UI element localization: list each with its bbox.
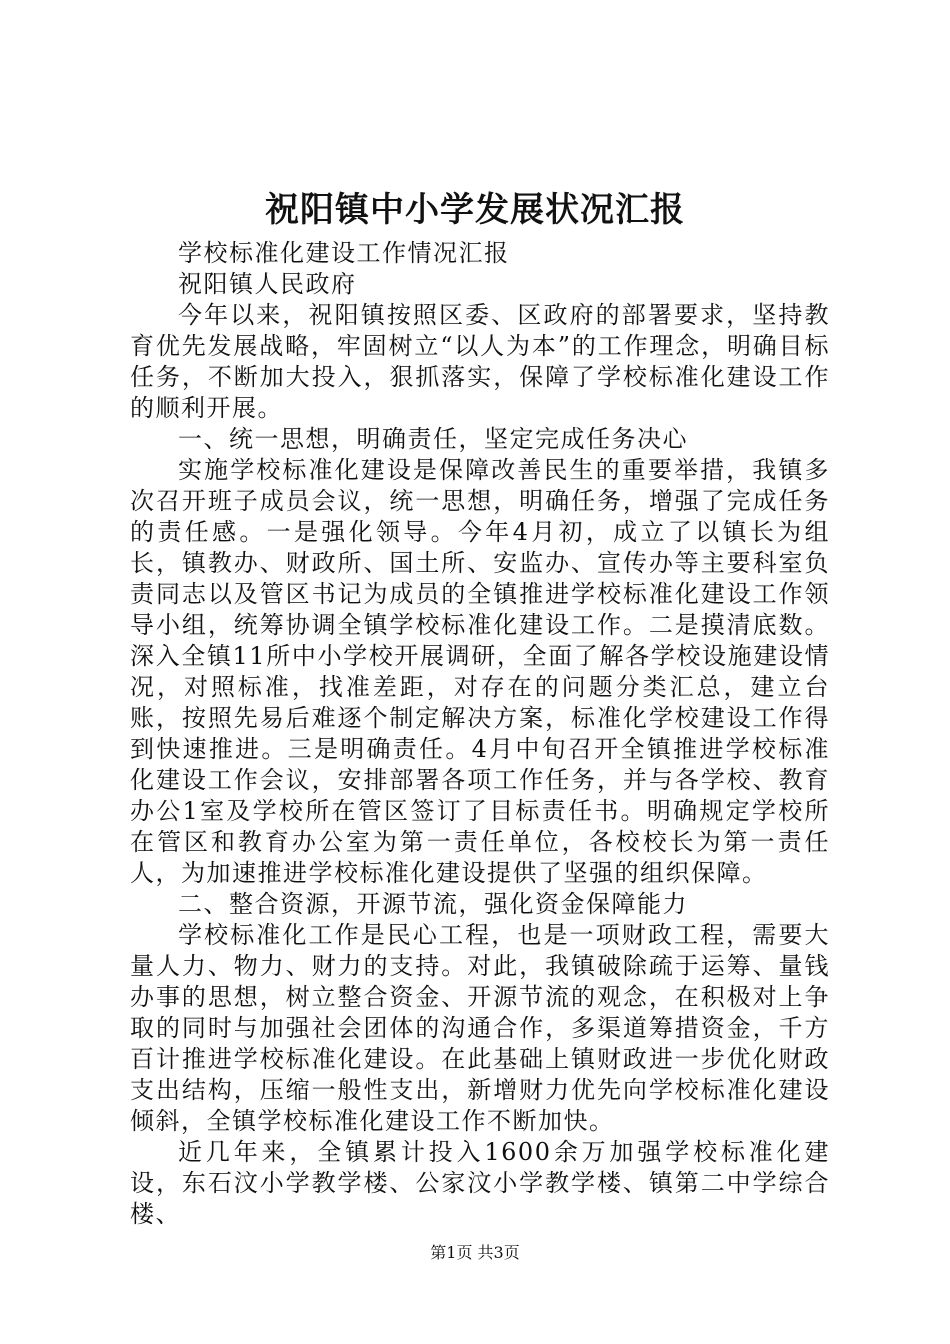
section-heading-1: 一、统一思想，明确责任，坚定完成任务决心 [178, 425, 688, 453]
page-footer: 第1页 共3页 [430, 1243, 520, 1262]
document-body [130, 238, 830, 1230]
paragraph-section-2: 学校标准化工作是民心工程，也是一项财政工程，需要大量人力、物力、财力的支持。对此，我镇破除疏于运筹、量钱办事的思想，树立整合资金、开源节流的观念，在积极对上争取的同时与加强社会团体的沟通合作，多渠道筹措资金，千方百计推进学校标准化建设。在此基础上镇财政进一步优化财政支出结构，压缩一般性支出，新增财力优先向学校标准化建设倾斜，全镇学校标准化建设工作不断加快。 [130, 921, 830, 1135]
paragraph-section-1: 实施学校标准化建设是保障改善民生的重要举措，我镇多次召开班子成员会议，统一思想，明确任务，增强了完成任务的责任感。一是强化领导。今年4月初，成立了以镇长为组长，镇教办、财政所、国土所、安监办、宣传办等主要科室负责同志以及管区书记为成员的全镇推进学校标准化建设工作领导小组，统筹协调全镇学校标准化建设工作。二是摸清底数。深入全镇11所中小学校开展调研，全面了解各学校设施建设情况，对照标准，找准差距，对存在的问题分类汇总，建立台账，按照先易后难逐个制定解决方案，标准化学校建设工作得到快速推进。三是明确责任。4月中旬召开全镇推进学校标准化建设工作会议，安排部署各项工作任务，并与各学校、教育办公1室及学校所在管区签订了目标责任书。明确规定学校所在管区和教育办公室为第一责任单位，各校校长为第一责任人，为加速推进学校标准化建设提供了坚强的组织保障。 [130, 456, 830, 887]
paragraph-subtitle: 学校标准化建设工作情况汇报 [178, 239, 510, 267]
paragraph-investment: 近几年来，全镇累计投入1600余万加强学校标准化建设，东石汶小学教学楼、公家汶小学教学楼、镇第二中学综合楼、 [130, 1138, 830, 1228]
paragraph-intro: 今年以来，祝阳镇按照区委、区政府的部署要求，坚持教育优先发展战略，牢固树立“以人为本”的工作理念，明确目标任务，不断加大投入，狠抓落实，保障了学校标准化建设工作的顺利开展。 [130, 301, 830, 422]
section-heading-2: 二、整合资源，开源节流，强化资金保障能力 [178, 890, 688, 918]
paragraph-author: 祝阳镇人民政府 [178, 270, 357, 298]
document-title: 祝阳镇中小学发展状况汇报 [265, 190, 685, 230]
